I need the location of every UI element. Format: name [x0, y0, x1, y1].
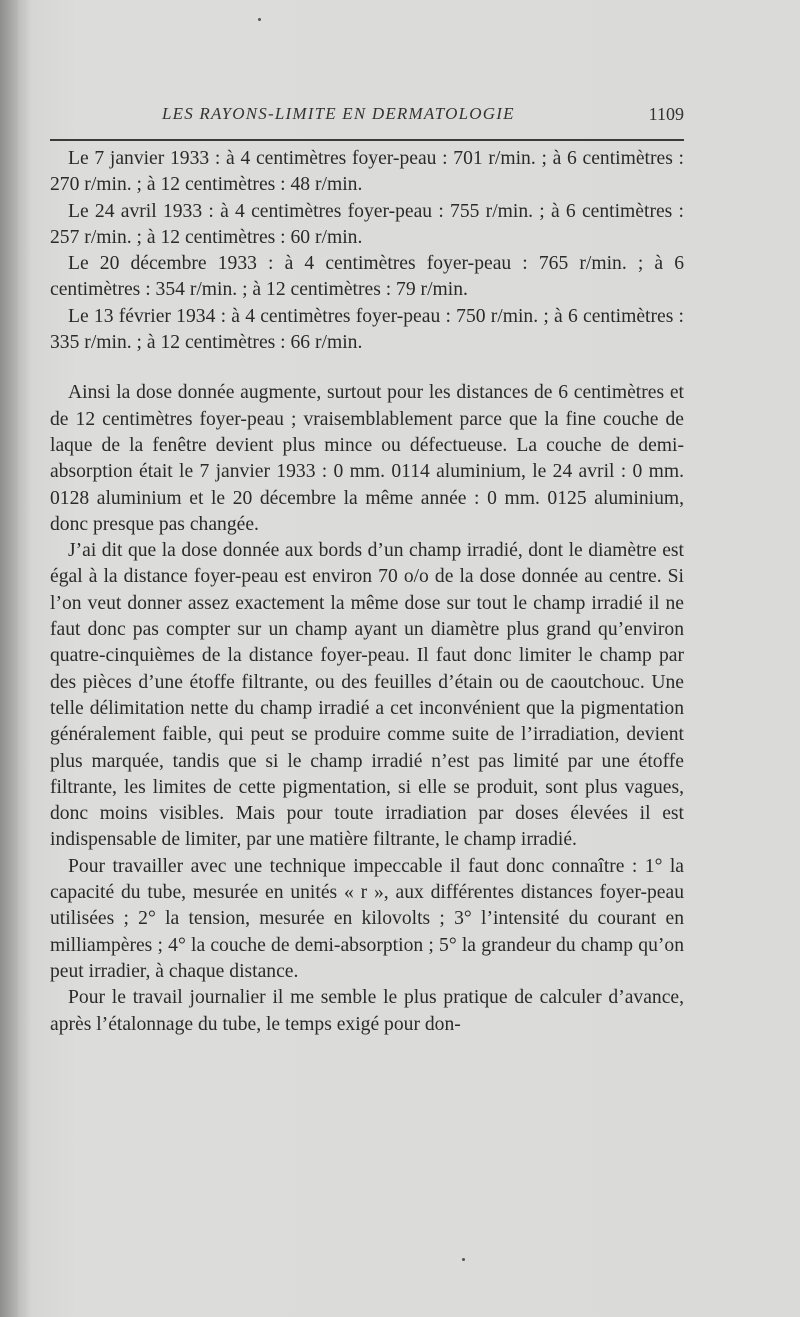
body-paragraph: Pour le travail journalier il me semble le plus pratique de calculer d’avance, après l’étalonnage du tube, le temps exigé pour don-: [50, 987, 684, 1035]
measurement-paragraph: Le 7 janvier 1933 : à 4 centimètres foyer-peau : 701 r/min. ; à 6 centimètres : 270 r/min. ; à 12 centimètres : 48 r/min.: [50, 148, 684, 196]
paper-speck: [258, 18, 261, 21]
book-spine-shadow: [0, 0, 18, 1317]
measurement-paragraph: Le 24 avril 1933 : à 4 centimètres foyer-peau : 755 r/min. ; à 6 centimètres : 257 r/min. ; à 12 centimètres : 60 r/min.: [50, 200, 684, 248]
measurement-paragraph: Le 20 décembre 1933 : à 4 centimètres foyer-peau : 765 r/min. ; à 6 centimètres : 354 r/min. ; à 12 centimètres : 79 r/min.: [50, 253, 684, 301]
paper-speck: [462, 1258, 465, 1261]
running-title: LES RAYONS-LIMITE EN DERMATOLOGIE: [162, 104, 515, 123]
running-header: [50, 104, 684, 128]
page-number: 1109: [648, 104, 684, 124]
header-rule: [50, 139, 684, 141]
body-paragraph: Pour travailler avec une technique impeccable il faut donc connaître : 1° la capacité du tube, mesurée en unités « r », aux différentes distances foyer-peau utilisées ; 2° la tension, mesurée en kilovolts ; 3° l’intensité du courant en milliampères ; 4° la couche de demi-absorption ; 5° la grandeur du champ qu’on peut irradier, à chaque distance.: [50, 855, 684, 982]
body-text: [50, 146, 684, 1038]
body-paragraph: Ainsi la dose donnée augmente, surtout pour les distances de 6 centimètres et de 12 centimètres foyer-peau ; vraisemblablement parce que la fine couche de laque de la fenêtre devient plus mince ou défectueuse. La couche de demi-absorption était le 7 janvier 1933 : 0 mm. 0114 aluminium, le 24 avril : 0 mm. 0128 aluminium et le 20 décembre la même année : 0 mm. 0125 aluminium, donc presque pas changée.: [50, 382, 684, 535]
body-paragraph: J’ai dit que la dose donnée aux bords d’un champ irradié, dont le diamètre est égal à la distance foyer-peau est environ 70 o/o de la dose donnée au centre. Si l’on veut donner assez exactement la même dose sur tout le champ irradié il ne faut donc pas compter sur un champ ayant un diamètre plus grand qu’environ quatre-cinquièmes de la distance foyer-peau. Il faut donc limiter le champ par des pièces d’une étoffe filtrante, ou des feuilles d’étain ou de caoutchouc. Une telle délimitation nette du champ irradié a cet inconvénient que la pigmentation généralement faible, qui peut se produire comme suite de l’irradiation, devient plus marquée, tandis que si le champ irradié n’est pas limité par une étoffe filtrante, les limites de cette pigmentation, si elle se produit, sont plus vagues, donc moins visibles. Mais pour toute irradiation par doses élevées il est indispensable de limiter, par une matière filtrante, le champ irradié.: [50, 540, 684, 851]
measurement-paragraph: Le 13 février 1934 : à 4 centimètres foyer-peau : 750 r/min. ; à 6 centimètres : 335 r/min. ; à 12 centimètres : 66 r/min.: [50, 305, 684, 354]
